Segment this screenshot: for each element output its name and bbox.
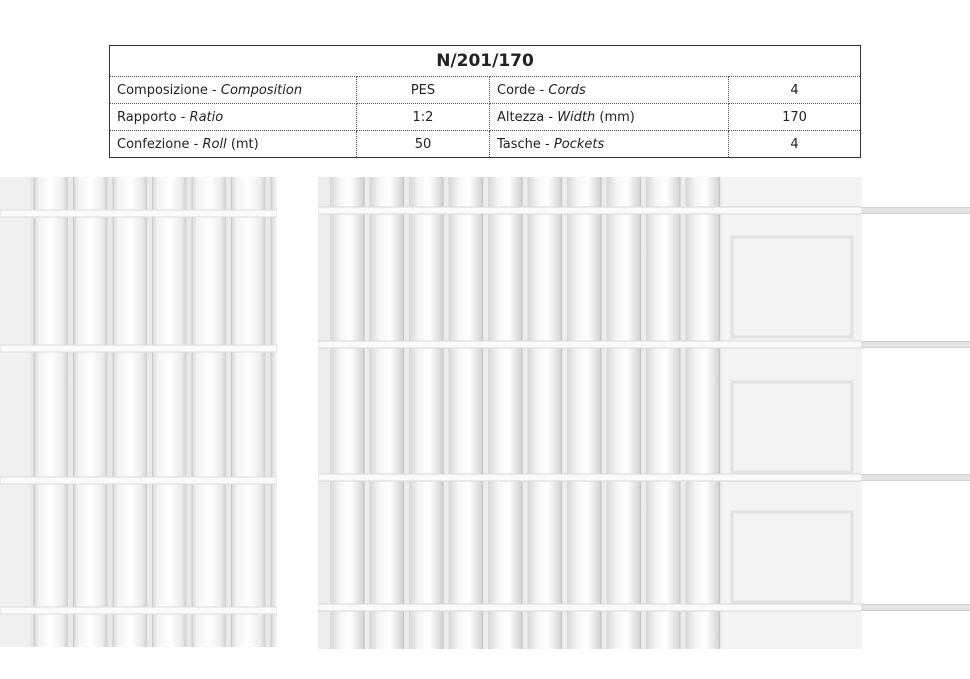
stitch-band <box>0 477 277 484</box>
spec-value-2: 4 <box>729 131 861 158</box>
gathered-tape-svg <box>0 177 277 647</box>
pleat <box>0 177 30 647</box>
spec-value-2: 4 <box>729 77 861 104</box>
spec-row <box>110 104 861 131</box>
pleat <box>113 177 147 647</box>
cord <box>862 474 970 481</box>
pleat <box>74 177 108 647</box>
pleat <box>330 177 364 649</box>
pleat <box>528 177 562 649</box>
stitch-band <box>0 607 277 614</box>
pleat <box>370 177 404 649</box>
spec-label: Rapporto - Ratio <box>110 104 357 131</box>
pleated-tape-svg <box>318 177 862 649</box>
pleat <box>686 177 720 649</box>
stitch-band <box>318 604 862 611</box>
spec-label-2: Altezza - Width (mm) <box>490 104 729 131</box>
spec-label-2: Tasche - Pockets <box>490 131 729 158</box>
spec-label: Composizione - Composition <box>110 77 357 104</box>
pleat <box>34 177 68 647</box>
pleat <box>646 177 680 649</box>
pleat <box>607 177 641 649</box>
product-code: N/201/170 <box>110 46 861 77</box>
spec-value: PES <box>357 77 490 104</box>
cord <box>862 604 970 611</box>
spec-value-2: 170 <box>729 104 861 131</box>
cord <box>862 207 970 214</box>
cord <box>862 341 970 348</box>
spec-label: Confezione - Roll (mt) <box>110 131 357 158</box>
spec-table <box>109 45 861 158</box>
pleat <box>192 177 226 647</box>
pleat <box>567 177 601 649</box>
stitch-band <box>0 345 277 352</box>
pleat <box>488 177 522 649</box>
spec-label-2: Corde - Cords <box>490 77 729 104</box>
pleat <box>232 177 266 647</box>
pleat <box>409 177 443 649</box>
spec-row <box>110 77 861 104</box>
spec-row <box>110 131 861 158</box>
pleated-tape-photo <box>318 177 862 649</box>
pleat <box>153 177 187 647</box>
stitch-band <box>318 474 862 481</box>
pleat <box>271 177 277 647</box>
pleat <box>449 177 483 649</box>
stitch-band <box>318 341 862 348</box>
stitch-band <box>318 207 862 214</box>
gathered-tape-photo <box>0 177 277 647</box>
spec-value: 50 <box>357 131 490 158</box>
spec-value: 1:2 <box>357 104 490 131</box>
stitch-band <box>0 210 277 217</box>
